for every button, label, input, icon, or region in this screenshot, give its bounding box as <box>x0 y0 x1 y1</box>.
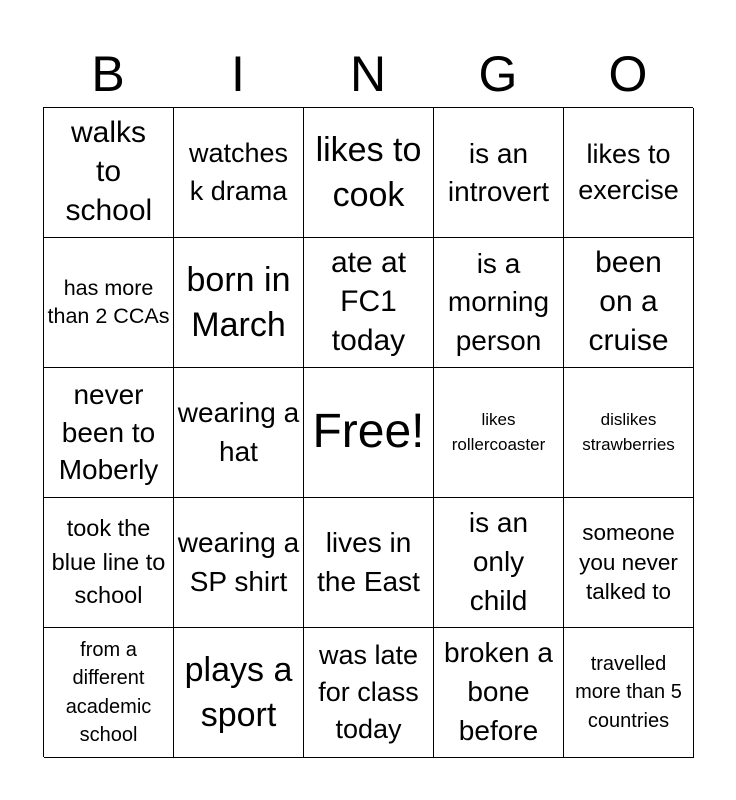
cell-text: Free! <box>312 405 425 459</box>
header-letter-o: O <box>608 46 648 102</box>
cell-text: lives in the East <box>317 526 420 597</box>
cell-text: likes rollercoaster <box>451 409 546 454</box>
cell-text: is a morning person <box>447 248 550 356</box>
bingo-cell[interactable] <box>304 628 434 758</box>
bingo-cell[interactable] <box>564 498 694 628</box>
cell-text: plays a sport <box>184 651 293 734</box>
cell-text: wearing a SP shirt <box>177 526 300 597</box>
bingo-cell[interactable] <box>304 238 434 368</box>
bingo-cell[interactable] <box>174 238 304 368</box>
bingo-cell[interactable] <box>434 108 564 238</box>
cell-text: never been to Moberly <box>58 378 159 486</box>
header-letter-b: B <box>91 46 125 102</box>
bingo-cell[interactable] <box>44 498 174 628</box>
cell-text: travelled more than 5 countries <box>575 652 682 732</box>
bingo-cell[interactable] <box>434 628 564 758</box>
cell-text: wearing a hat <box>177 397 300 467</box>
cell-text: watches k drama <box>188 138 289 206</box>
bingo-cell[interactable] <box>174 368 304 498</box>
bingo-cell[interactable] <box>434 238 564 368</box>
header-letter-g: G <box>478 46 518 102</box>
cell-text: took the blue line to school <box>51 514 166 609</box>
bingo-cell[interactable] <box>174 498 304 628</box>
bingo-cell[interactable] <box>174 108 304 238</box>
cell-text: is an only child <box>468 507 529 616</box>
cell-text: is an introvert <box>447 138 550 207</box>
bingo-cell[interactable] <box>564 628 694 758</box>
cell-text: likes to exercise <box>578 138 679 205</box>
cell-text: someone you never talked to <box>579 519 678 605</box>
bingo-board <box>43 107 693 757</box>
cell-text: been on a cruise <box>588 246 669 357</box>
bingo-cell[interactable] <box>434 368 564 498</box>
bingo-cell[interactable] <box>44 628 174 758</box>
cell-text: has more than 2 CCAs <box>47 275 170 328</box>
cell-text: ate at FC1 today <box>330 246 407 357</box>
bingo-cell[interactable] <box>174 628 304 758</box>
bingo-cell[interactable] <box>44 368 174 498</box>
bingo-cell[interactable] <box>304 108 434 238</box>
bingo-cell[interactable] <box>44 238 174 368</box>
cell-text: walks to school <box>65 116 153 227</box>
bingo-cell-free[interactable] <box>304 368 434 498</box>
bingo-cell[interactable] <box>564 368 694 498</box>
cell-text: dislikes strawberries <box>582 409 675 454</box>
cell-text: broken a bone before <box>444 637 553 746</box>
cell-text: likes to cook <box>315 131 422 214</box>
cell-text: born in March <box>186 261 291 344</box>
bingo-cell[interactable] <box>564 108 694 238</box>
cell-text: from a different academic school <box>65 638 152 746</box>
cell-text: was late for class today <box>318 640 419 744</box>
bingo-cell[interactable] <box>434 498 564 628</box>
bingo-cell[interactable] <box>44 108 174 238</box>
header-letter-i: I <box>231 46 245 102</box>
bingo-cell[interactable] <box>304 498 434 628</box>
bingo-cell[interactable] <box>564 238 694 368</box>
bingo-header <box>43 40 693 108</box>
header-letter-n: N <box>349 46 387 102</box>
